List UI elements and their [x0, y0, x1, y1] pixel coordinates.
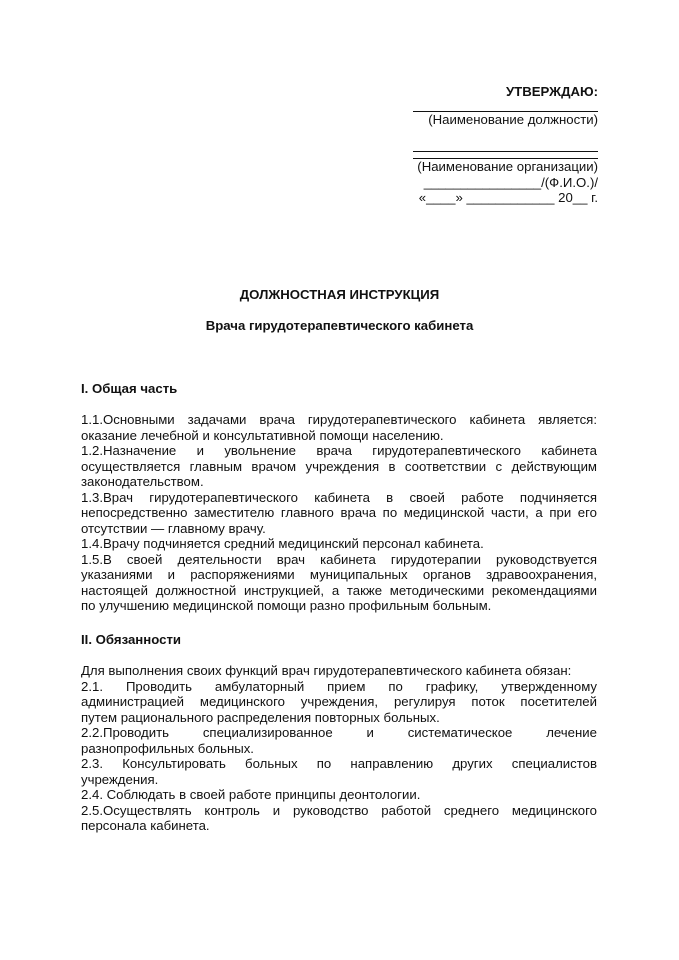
position-caption: (Наименование должности) [428, 111, 598, 127]
section2-paragraph [81, 756, 597, 787]
text-line: администрацией медицинского учреждения, регулируя поток посетителей [81, 694, 597, 709]
text-line: законодательством. [81, 474, 204, 489]
text-line: путем рационального распределения повторных больных. [81, 709, 440, 725]
text-line: осуществляется главным врачом учреждения в соответствии с действующим [81, 458, 597, 474]
section1-paragraph [81, 490, 597, 537]
fio-line: ________________/(Ф.И.О.)/ [423, 174, 598, 190]
section2-paragraph [81, 787, 597, 803]
document-title: ДОЛЖНОСТНАЯ ИНСТРУКЦИЯ [239, 287, 440, 302]
text-line: Для выполнения своих функций врач гирудотерапевтического кабинета обязан: [81, 663, 572, 678]
text-line: настоящей должностной инструкцией, а также методическими рекомендациями [81, 582, 597, 598]
text-line: 1.3.Врач гирудотерапевтического кабинета в своей работе подчиняется [81, 489, 597, 505]
text-line: учреждения. [81, 771, 159, 787]
section2-paragraph [81, 803, 597, 834]
section2-paragraph [81, 663, 597, 679]
section-1-body [81, 412, 597, 614]
text-line: непосредственно заместителю главного врача по медицинской части, а при его [81, 505, 597, 520]
text-line: 2.2.Проводить специализированное и систематическое лечение [81, 725, 597, 740]
text-line: 2.4. Соблюдать в своей работе принципы деонтологии. [81, 787, 421, 802]
text-line: оказание лечебной и консультативной помощи населению. [81, 427, 444, 443]
section1-paragraph [81, 536, 597, 552]
text-line: персонала кабинета. [81, 818, 210, 833]
text-line: 2.3. Консультировать больных по направлению других специалистов [81, 756, 597, 771]
document-subtitle: Врача гирудотерапевтического кабинета [205, 318, 474, 333]
section-2-heading: II. Обязанности [81, 632, 182, 647]
section1-paragraph [81, 443, 597, 490]
approval-heading: УТВЕРЖДАЮ: [505, 84, 598, 99]
text-line: 2.5.Осуществлять контроль и руководство работой среднего медицинского [81, 802, 597, 818]
approval-spacer [398, 127, 598, 151]
section-2-body [81, 663, 597, 834]
organization-caption: (Наименование организации) [417, 159, 598, 174]
text-line: 2.1. Проводить амбулаторный прием по графику, утвержденному [81, 678, 597, 694]
text-line: 1.1.Основными задачами врача гирудотерапевтического кабинета является: [81, 412, 597, 427]
text-line: 1.4.Врачу подчиняется средний медицинский персонал кабинета. [81, 536, 484, 551]
text-line: указаниями и распоряжениями муниципальных органов здравоохранения, [81, 567, 597, 582]
section1-paragraph [81, 412, 597, 443]
date-line: «____» ____________ 20__ г. [418, 190, 598, 205]
text-line: 1.5.В своей деятельности врач кабинета гирудотерапии руководствуется [81, 551, 597, 567]
text-line: 1.2.Назначение и увольнение врача гирудотерапевтического кабинета [81, 443, 597, 458]
approval-block [398, 84, 598, 206]
text-line: отсутствии — главному врачу. [81, 520, 266, 536]
section2-paragraph [81, 725, 597, 756]
text-line: по улучшению медицинской помощи разно профильным больным. [81, 598, 492, 613]
section2-paragraph [81, 679, 597, 726]
text-line: разнопрофильных больных. [81, 740, 254, 756]
section-1-heading: I. Общая часть [81, 381, 178, 396]
section1-paragraph [81, 552, 597, 614]
